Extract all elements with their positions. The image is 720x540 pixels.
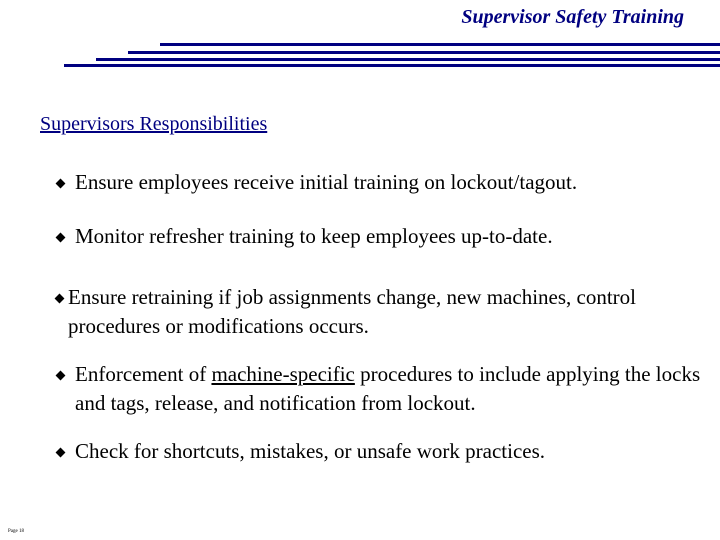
header-rule-4	[64, 64, 720, 67]
diamond-bullet-icon	[55, 294, 65, 304]
bullet-item	[75, 437, 715, 466]
bullet-text: Monitor refresher training to keep employees up-to-date.	[75, 224, 553, 248]
header-rule-2	[128, 51, 720, 54]
bullet-text: Ensure retraining if job assignments change, new machines, control procedures or modifications occurs.	[68, 285, 637, 338]
bullet-item	[75, 168, 715, 197]
header-rule-3	[96, 58, 720, 61]
bullet-text: Ensure employees receive initial training on lockout/tagout.	[75, 170, 578, 194]
diamond-bullet-icon	[56, 448, 66, 458]
diamond-bullet-icon	[56, 179, 66, 189]
header-rule-1	[160, 43, 720, 46]
bullet-text: Check for shortcuts, mistakes, or unsafe work practices.	[75, 439, 546, 463]
diamond-bullet-icon	[56, 371, 66, 381]
bullet-text-post: procedures to include applying the locks and tags, release, and notification from lockout.	[75, 362, 701, 415]
diamond-bullet-icon	[56, 233, 66, 243]
bullet-text-underlined: machine-specific	[211, 362, 355, 386]
bullet-item	[75, 360, 715, 418]
page-number: Page 18	[8, 529, 24, 534]
section-heading: Supervisors Responsibilities	[40, 113, 268, 135]
bullet-item	[75, 222, 715, 251]
bullet-text-pre: Enforcement of	[75, 362, 212, 386]
bullet-item	[68, 283, 720, 341]
page-header-title: Supervisor Safety Training	[461, 6, 684, 28]
